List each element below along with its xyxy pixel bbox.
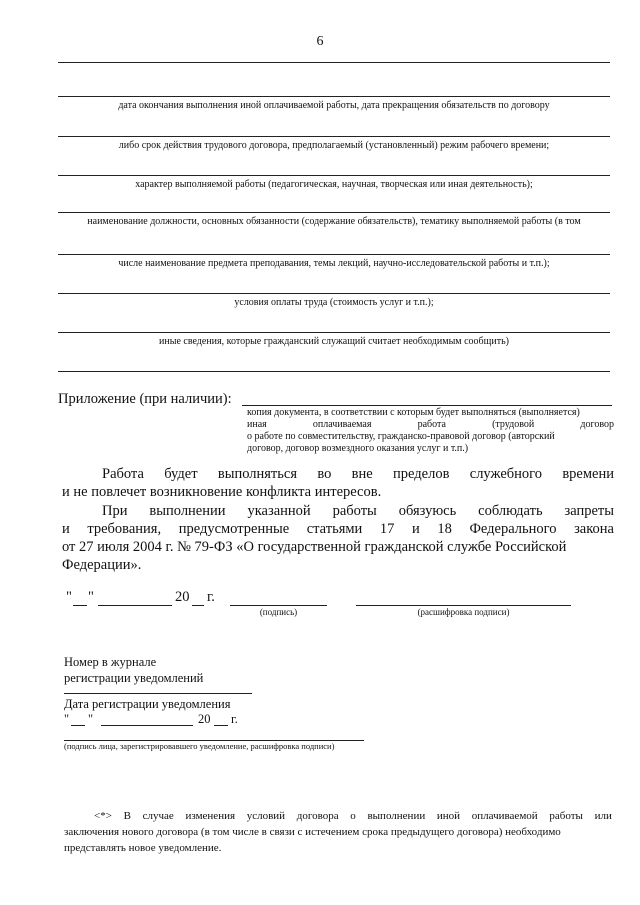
word: работы: [332, 503, 377, 519]
attachment-note-line: договор, договор возмездного оказания услуг и т.п.): [247, 443, 469, 454]
word: В: [123, 810, 131, 822]
signature-caption: (подпись): [259, 607, 298, 617]
attachment-note: [247, 407, 614, 455]
note-word: договор: [580, 419, 614, 430]
journal-line: Номер в журнале: [64, 655, 157, 669]
field-caption: наименование должности, основных обязанности (содержание обязательств), тематику выполняемой работы (в том: [87, 216, 581, 227]
word: соблюдать: [478, 503, 543, 519]
footnote-line: [64, 808, 612, 824]
quote-open: ": [66, 589, 72, 605]
word: условий: [246, 810, 286, 822]
footnote-line: представлять новое уведомление.: [64, 842, 222, 854]
word: Работа: [102, 466, 144, 482]
journal-number-label: [64, 654, 203, 686]
signer-caption: (подпись лица, зарегистрировавшего уведомление, расшифровка подписи): [64, 741, 335, 751]
paragraph-line: и не повлечет возникновение конфликта интересов.: [62, 484, 382, 500]
paragraph-line: [62, 465, 614, 483]
journal-number-line: [64, 693, 252, 694]
field-line: [58, 293, 610, 294]
word: договора: [296, 810, 339, 822]
field-caption: характер выполняемой работы (педагогическая, научная, творческая или иная деятельность);: [135, 179, 533, 190]
word: 17: [379, 521, 395, 537]
year-line: [214, 725, 228, 726]
note-word: работа: [417, 419, 446, 430]
word: во: [317, 466, 332, 482]
word: обязуюсь: [398, 503, 457, 519]
word: и: [412, 521, 420, 537]
attachment-line: [242, 405, 612, 406]
field-line: [58, 371, 610, 372]
journal-line: регистрации уведомлений: [64, 671, 204, 685]
word: При: [102, 503, 128, 519]
footnote-line: заключения нового договора (в том числе в связи с истечением срока предыдущего договора) необходимо: [64, 826, 561, 838]
word: статьями: [306, 521, 363, 537]
note-word: (трудовой: [492, 419, 535, 430]
year-suffix: г.: [231, 712, 238, 726]
attachment-note-line: копия документа, в соответствии с которым будет выполняться (выполняется): [247, 407, 580, 418]
word: указанной: [247, 503, 311, 519]
footnote: [64, 808, 612, 856]
year-line: [192, 605, 204, 606]
quote-open: ": [64, 712, 70, 726]
year-prefix: 20: [198, 712, 211, 726]
note-word: иная: [247, 419, 267, 430]
decode-caption: (расшифровка подписи): [417, 607, 510, 617]
quote-close: ": [88, 589, 94, 605]
field-line: [58, 254, 610, 255]
word: о: [350, 810, 356, 822]
word: Федерального: [469, 521, 557, 537]
word: вне: [351, 466, 373, 482]
paragraph-line: [62, 502, 614, 520]
word: служебного: [469, 466, 542, 482]
field-line: [58, 212, 610, 213]
word: требования,: [87, 521, 162, 537]
field-caption: условия оплаты труда (стоимость услуг и т.п.);: [234, 297, 434, 308]
field-caption: числе наименование предмета преподавания, темы лекций, научно-исследовательской работы и т.п.);: [118, 258, 550, 269]
paragraph-line: Федерации».: [62, 557, 142, 573]
month-line: [98, 605, 172, 606]
registration-date-label: Дата регистрации уведомления: [64, 697, 231, 711]
word: работы: [549, 810, 583, 822]
month-line: [101, 725, 193, 726]
word: запреты: [564, 503, 614, 519]
field-caption: дата окончания выполнения иной оплачиваемой работы, дата прекращения обязательств по договору: [118, 100, 550, 111]
field-line: [58, 175, 610, 176]
field-line: [58, 96, 610, 97]
paragraph-obligation: [62, 502, 614, 574]
year-prefix: 20: [175, 589, 190, 605]
word: иной: [436, 810, 461, 822]
attachment-label: Приложение (при наличии):: [58, 391, 232, 407]
field-line: [58, 332, 610, 333]
field-caption: либо срок действия трудового договора, предполагаемый (установленный) режим рабочего времени;: [118, 140, 550, 151]
signature-row: [62, 589, 622, 619]
field-caption: иные сведения, которые гражданский служащий считает необходимым сообщить): [159, 336, 509, 347]
word: выполняться: [217, 466, 297, 482]
word: случае: [142, 810, 174, 822]
note-word: оплачиваемая: [312, 419, 372, 430]
word: <*>: [94, 810, 112, 822]
field-line: [58, 136, 610, 137]
word: будет: [164, 466, 198, 482]
word: времени: [562, 466, 614, 482]
word: предусмотренные: [178, 521, 290, 537]
paragraph-line: от 27 июля 2004 г. № 79-ФЗ «О государственной гражданской службе Российской: [62, 539, 567, 555]
word: оплачиваемой: [471, 810, 538, 822]
word: выполнении: [367, 810, 426, 822]
word: 18: [437, 521, 452, 537]
word: пределов: [393, 466, 450, 482]
field-line: [58, 62, 610, 63]
quote-close: ": [88, 712, 94, 726]
word: изменения: [185, 810, 236, 822]
attachment-note-line: [247, 419, 614, 431]
registration-date-row: [64, 712, 284, 732]
word: и: [62, 521, 70, 537]
word: закона: [574, 521, 614, 537]
word: или: [594, 810, 612, 822]
word: выполнении: [149, 503, 226, 519]
day-line: [73, 605, 87, 606]
paragraph-line: [62, 520, 614, 538]
attachment-note-line: о работе по совместительству, гражданско-правовой договор (авторский: [247, 431, 555, 442]
year-suffix: г.: [207, 589, 215, 605]
day-line: [71, 725, 85, 726]
paragraph-work-time: [62, 465, 614, 501]
page-number: 6: [316, 34, 324, 49]
